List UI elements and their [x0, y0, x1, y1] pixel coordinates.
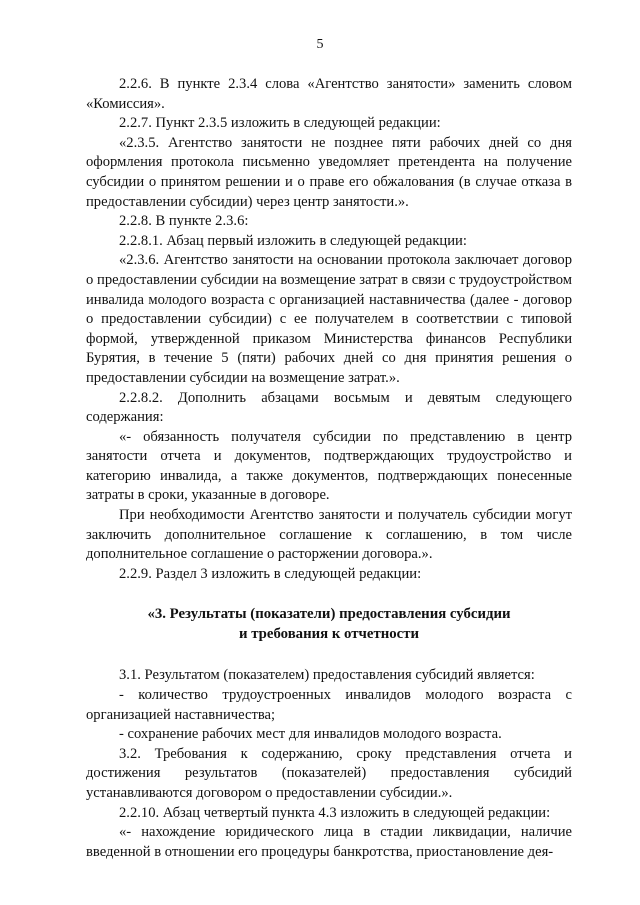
section-3-heading-line-1: «3. Результаты (показатели) предоставления субсидии	[147, 606, 511, 623]
paragraph-2-2-8-2: 2.2.8.2. Дополнить абзацами восьмым и девятым следующего содержания:	[86, 389, 572, 426]
page-number: 5	[316, 37, 324, 52]
paragraph-obligation-quote: «- обязанность получателя субсидии по представлению в центр занятости отчета и документов, подтверждающих трудоустройство и категорию инвалида, а также документов, подтверждающих понесенные затраты в сроки, указанные в договоре.	[86, 428, 572, 504]
paragraph-result-count: - количество трудоустроенных инвалидов молодого возраста с организацией наставничества;	[86, 687, 572, 723]
paragraph-liquidation-quote: «- нахождение юридического лица в стадии ликвидации, наличие введенной в отношении его процедуры банкротства, приостановление дея-	[86, 824, 572, 860]
paragraph-additional-agreement: При необходимости Агентство занятости и получатель субсидии могут заключить дополнительное соглашение к соглашению, в том числе дополнительное соглашение о расторжении договора.».	[86, 507, 572, 563]
paragraph-2-2-6: 2.2.6. В пункте 2.3.4 слова «Агентство занятости» заменить словом «Комиссия».	[86, 76, 572, 112]
paragraph-3-1: 3.1. Результатом (показателем) предоставления субсидий является:	[119, 667, 535, 684]
paragraph-2-2-7: 2.2.7. Пункт 2.3.5 изложить в следующей редакции:	[119, 115, 441, 132]
paragraph-3-2: 3.2. Требования к содержанию, сроку представления отчета и достижения результатов (показателей) предоставления субсидий устанавливаются договором о предоставлении субсидии.».	[86, 745, 572, 801]
paragraph-2-3-6-quote: «2.3.6. Агентство занятости на основании протокола заключает договор о предоставлении субсидии на возмещение затрат в связи с трудоустройством инвалида молодого возраста с организацией наставничества (далее - договор о предоставлении субсидии) с ее получателем в соответствии с типовой формой, утвержденной приказом Министерства финансов Республики Бурятия, в течение 5 (пяти) рабочих дней со дня принятия решения о предоставлении субсидии на возмещение затрат.».	[86, 252, 572, 386]
paragraph-2-2-8: 2.2.8. В пункте 2.3.6:	[119, 213, 249, 230]
paragraph-2-2-9: 2.2.9. Раздел 3 изложить в следующей редакции:	[119, 565, 422, 582]
paragraph-2-2-10: 2.2.10. Абзац четвертый пункта 4.3 изложить в следующей редакции:	[119, 804, 551, 821]
section-3-heading-line-2: и требования к отчетности	[238, 626, 419, 643]
paragraph-result-jobs: - сохранение рабочих мест для инвалидов молодого возраста.	[119, 726, 502, 743]
paragraph-2-2-8-1: 2.2.8.1. Абзац первый изложить в следующей редакции:	[119, 232, 467, 249]
document-body	[86, 75, 572, 862]
section-3-heading	[86, 604, 572, 644]
paragraph-2-3-5-quote: «2.3.5. Агентство занятости не позднее пяти рабочих дней со дня оформления протокола письменно уведомляет претендента на получение субсидии о принятом решении и о праве его обжалования (в случае отказа в предоставлении субсидии) через центр занятости.».	[86, 134, 572, 210]
